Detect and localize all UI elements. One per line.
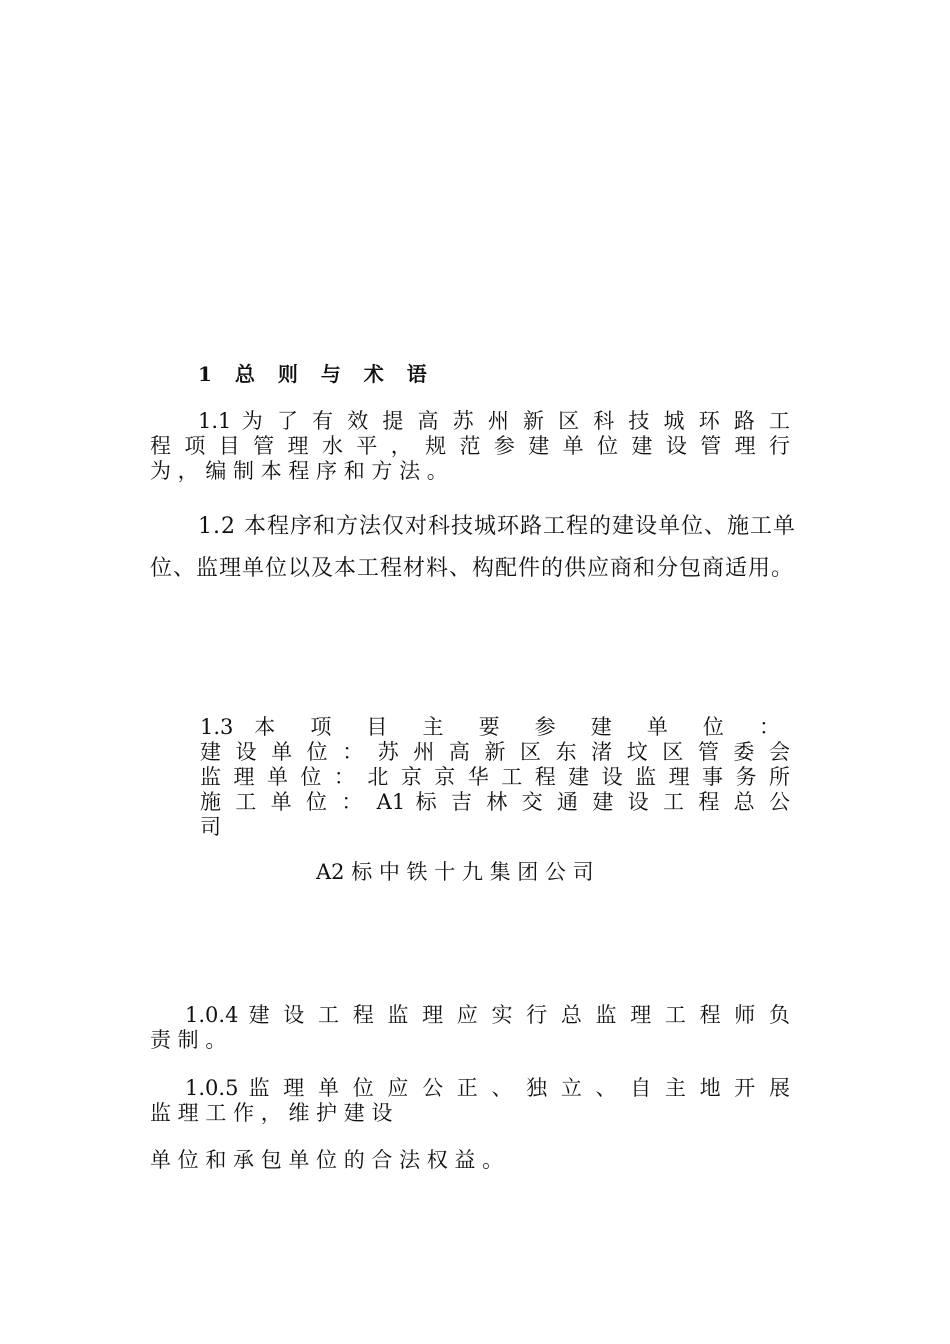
clause-1-0-5-line-1: 1.0.5 监 理 单 位 应 公 正 、 独 立 、 自 主 地 开 展 [185,1076,790,1100]
clause-1-3-line-4: 施 工 单 位 ： A1 标 吉 林 交 通 建 设 工 程 总 公 [200,790,790,814]
clause-1-2-line-2: 位、监理单位以及本工程材料、构配件的供应商和分包商适用。 [150,556,795,581]
clause-1-3-line-3: 监 理 单 位 ： 北 京 京 华 工 程 建 设 监 理 事 务 所 [200,765,790,789]
section-heading: 1 总 则 与 术 语 [198,362,435,386]
clause-1-3-line-6: A2 标 中 铁 十 九 集 团 公 司 [316,860,594,884]
clause-1-2-line-1: 1.2 本程序和方法仅对科技城环路工程的建设单位、施工单 [198,514,796,539]
clause-1-3-line-2: 建 设 单 位 ： 苏 州 高 新 区 东 渚 坟 区 管 委 会 [200,740,790,764]
clause-1-3-line-1: 1.3 本 项 目 主 要 参 建 单 位 ： [200,715,780,739]
clause-1-0-5-line-3: 单 位 和 承 包 单 位 的 合 法 权 益 。 [150,1148,504,1172]
clause-1-0-4-line-1: 1.0.4 建 设 工 程 监 理 应 实 行 总 监 理 工 程 师 负 [185,1003,790,1027]
clause-1-1-line-2: 程 项 目 管 理 水 平 ， 规 范 参 建 单 位 建 设 管 理 行 [150,434,790,458]
clause-1-1-line-1: 1.1 为 了 有 效 提 高 苏 州 新 区 科 技 城 环 路 工 [198,409,790,433]
clause-1-3-line-5: 司 [200,815,221,839]
clause-1-0-4-line-2: 责 制 。 [150,1028,227,1052]
clause-1-1-line-3: 为 ， 编 制 本 程 序 和 方 法 。 [150,459,448,483]
clause-1-0-5-line-2: 监 理 工 作 ， 维 护 建 设 [150,1101,393,1125]
